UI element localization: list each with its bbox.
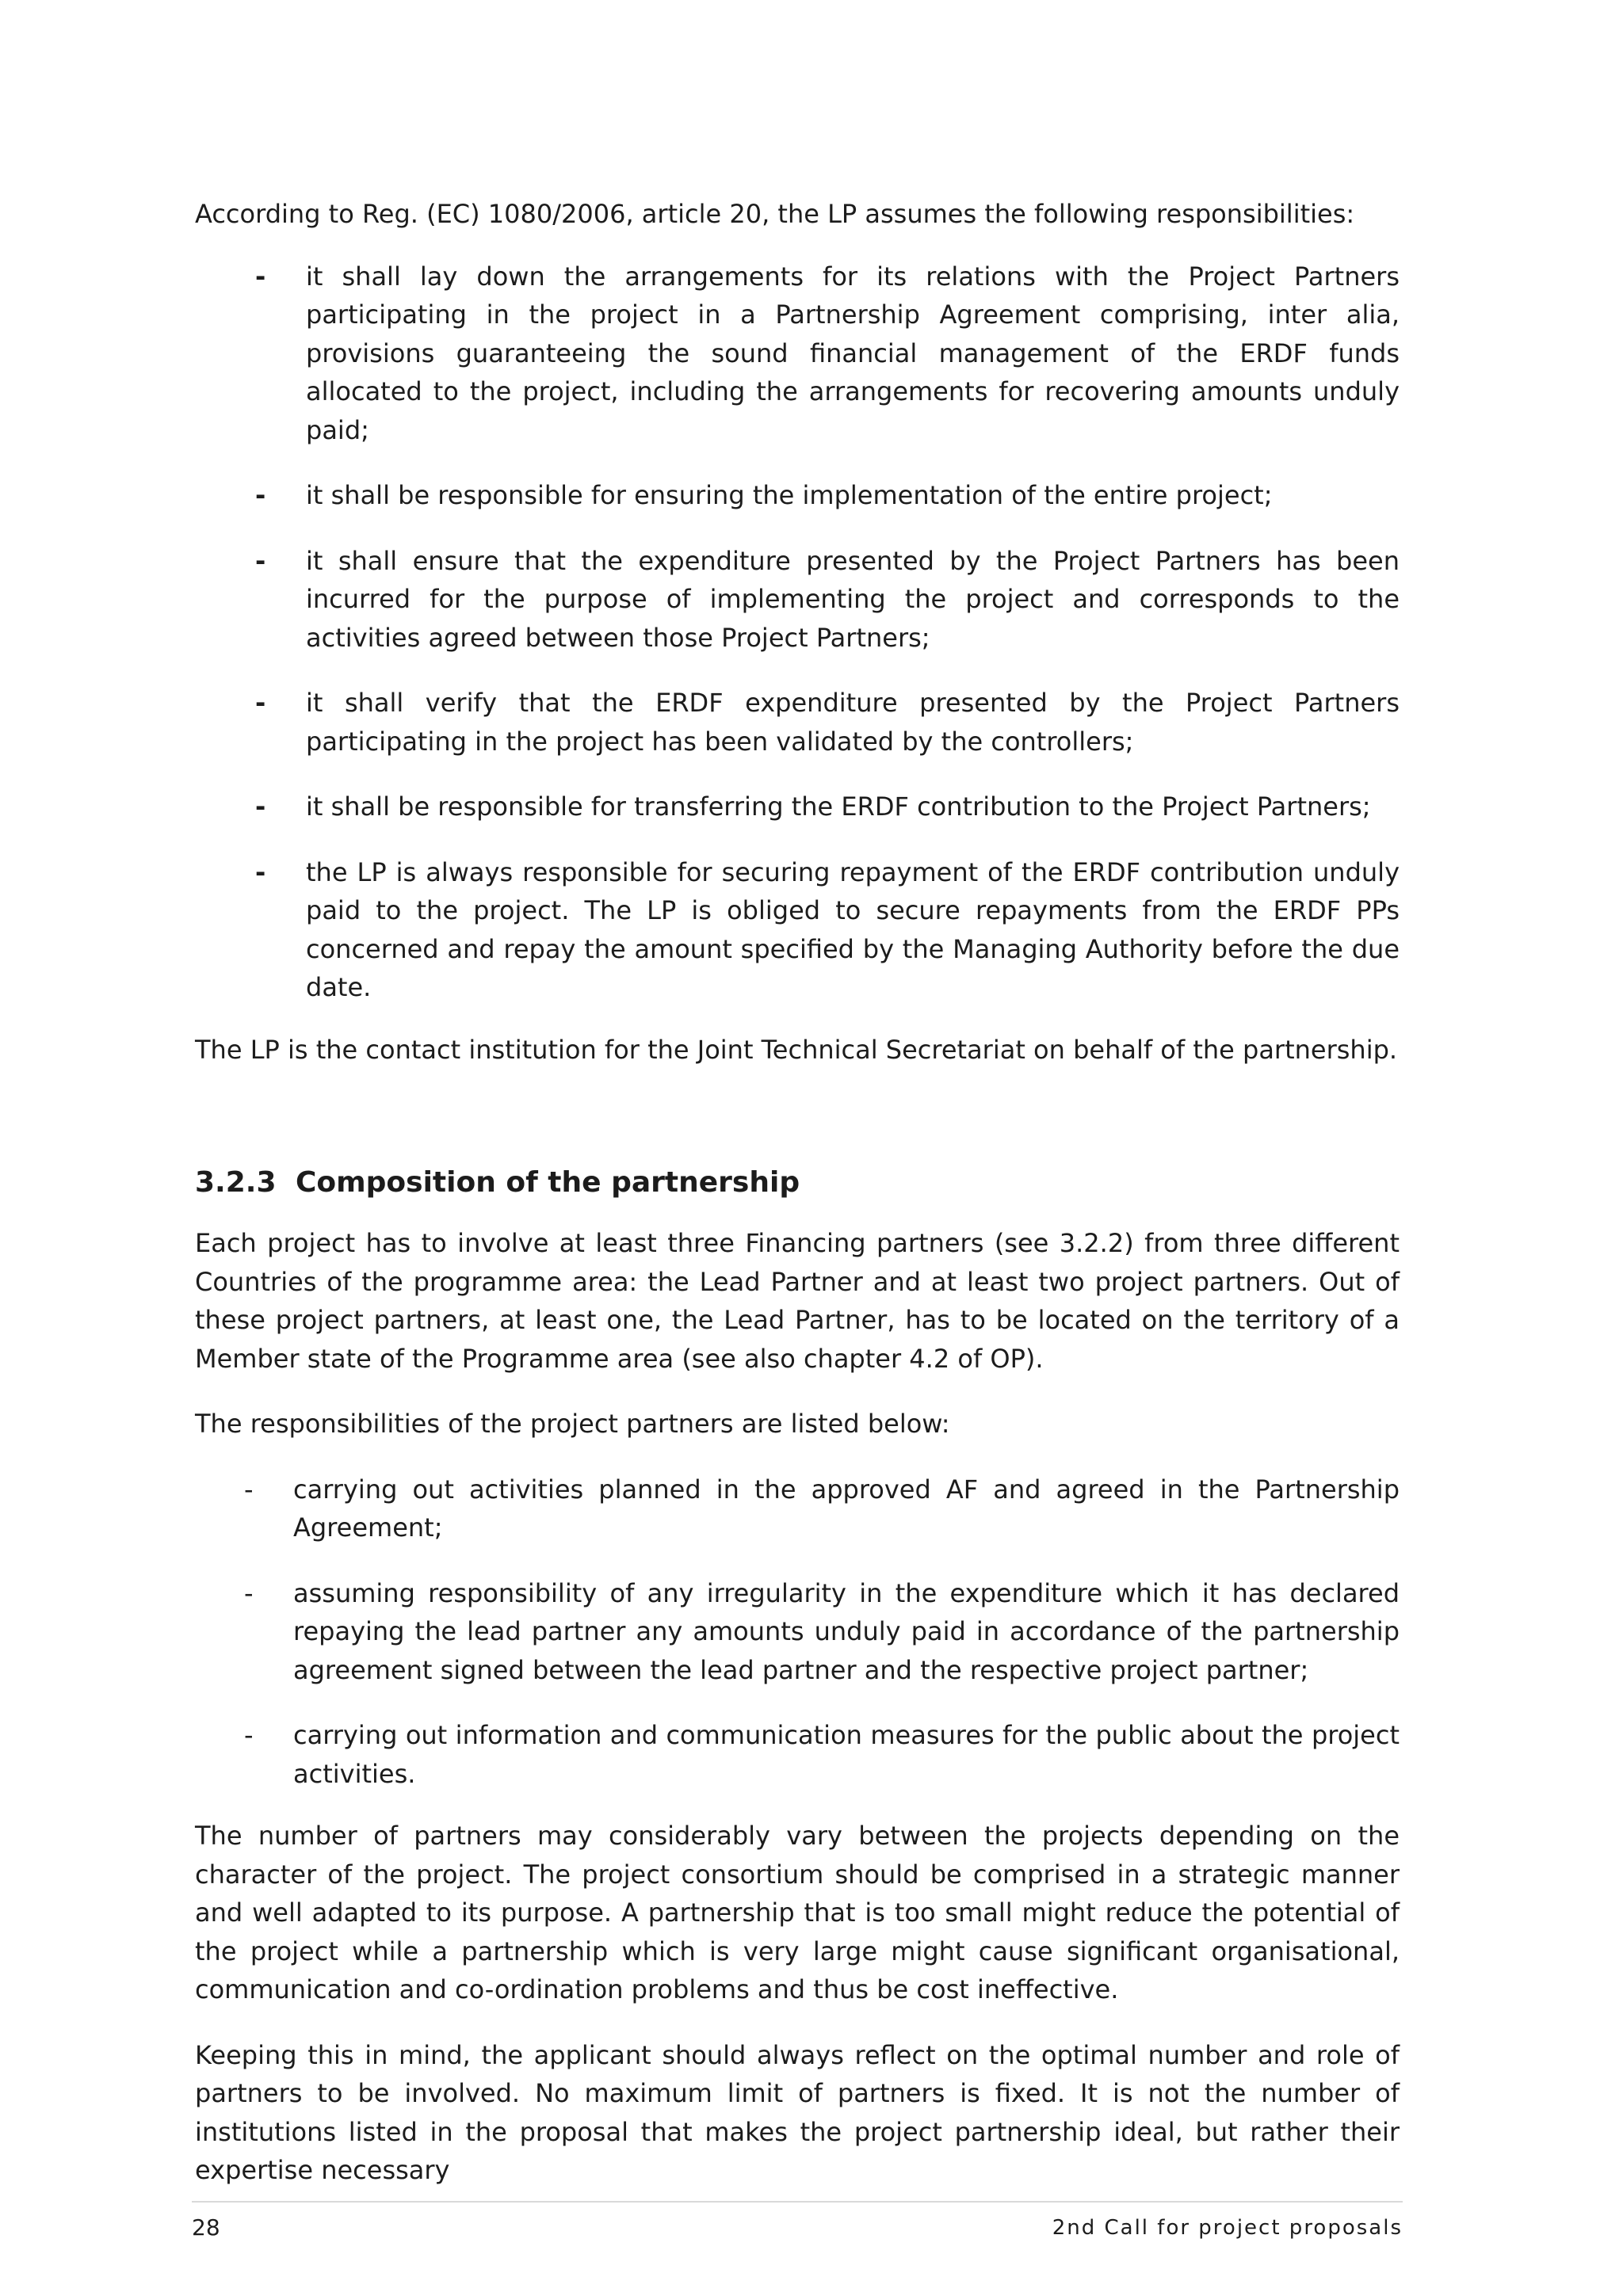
lp-responsibilities-list (195, 257, 1400, 1007)
list-item (195, 1574, 1400, 1690)
bullet-dash: - (255, 856, 266, 887)
keeping-paragraph: Keeping this in mind, the applicant should always reflect on the optimal number and role of partners to be involved. No maximum limit of partners is fixed. It is not the number of institutions listed in the proposal that makes the project partnership ideal, but rather their expertise necessary (195, 2039, 1400, 2185)
contact-paragraph: The LP is the contact institution for the Joint Technical Secretariat on behalf of the partnership. (195, 1034, 1398, 1065)
section-title: Composition of the partnership (296, 1166, 800, 1199)
list-item-text: it shall be responsible for transferring the ERDF contribution to the Project Partners; (306, 791, 1371, 822)
bullet-dash: - (255, 261, 266, 292)
list-item-text: carrying out activities planned in the approved AF and agreed in the Partnership Agreement; (293, 1474, 1400, 1543)
list-item-text: it shall verify that the ERDF expenditure presented by the Project Partners participating in the project has been validated by the controllers; (306, 688, 1400, 757)
list-item (195, 853, 1400, 1007)
list-item-text: it shall be responsible for ensuring the implementation of the entire project; (306, 480, 1273, 510)
list-item (195, 257, 1400, 450)
list-item-text: the LP is always responsible for securing repayment of the ERDF contribution unduly paid to the project. The LP is obliged to secure repayments from the ERDF PPs concerned and repay the amount specified by the Managing Authority before the due date. (306, 856, 1400, 1002)
list-item (195, 1470, 1400, 1547)
composition-paragraph: Each project has to involve at least three Financing partners (see 3.2.2) from three different Countries of the programme area: the Lead Partner and at least two project partners. Out of these project partners, at least one, the Lead Partner, has to be located on the territory of a Member state of the Programme area (see also chapter 4.2 of OP). (195, 1228, 1400, 1374)
section-heading (195, 1164, 1400, 1202)
bullet-dash: - (255, 791, 266, 822)
pp-responsibilities-list (195, 1470, 1400, 1794)
list-item-text: it shall ensure that the expenditure presented by the Project Partners has been incurred for the purpose of implementing the project and corresponds to the activities agreed between those Project Partners; (306, 545, 1400, 653)
list-item (195, 542, 1400, 658)
page-footer (192, 2201, 1403, 2242)
list-item-text: assuming responsibility of any irregularity in the expenditure which it has declared repaying the lead partner any amounts unduly paid in accordance of the partnership agreement signed between the lead partner and the respective project partner; (293, 1577, 1400, 1685)
pp-intro-paragraph: The responsibilities of the project partners are listed below: (195, 1409, 950, 1439)
list-item (195, 788, 1400, 826)
bullet-dash: - (255, 688, 266, 718)
number-paragraph: The number of partners may considerably vary between the projects depending on the character of the project. The project consortium should be comprised in a strategic manner and well adapted to its purpose. A partnership that is too small might reduce the potential of the project while a partnership which is very large might cause significant organisational, communication and co-ordination problems and thus be cost ineffective. (195, 1821, 1400, 2004)
bullet-dash: - (244, 1720, 254, 1750)
bullet-dash: - (255, 545, 266, 576)
list-item (195, 476, 1400, 515)
page-number: 28 (192, 2214, 220, 2241)
document-title: 2nd Call for project proposals (1052, 2216, 1403, 2240)
list-item (195, 1716, 1400, 1793)
intro-paragraph: According to Reg. (EC) 1080/2006, article 20, the LP assumes the following responsibilities: (195, 199, 1355, 229)
list-item (195, 684, 1400, 761)
list-item-text: it shall lay down the arrangements for its relations with the Project Partners participating in the project in a Partnership Agreement comprising, inter alia, provisions guaranteeing the sound financial management of the ERDF funds allocated to the project, including the arrangements for recovering amounts unduly paid; (306, 261, 1400, 445)
bullet-dash: - (244, 1577, 254, 1608)
list-item-text: carrying out information and communication measures for the public about the project activities. (293, 1720, 1400, 1789)
bullet-dash: - (244, 1474, 254, 1505)
document-page (195, 195, 1400, 2217)
bullet-dash: - (255, 480, 266, 510)
section-number: 3.2.3 (195, 1166, 277, 1199)
